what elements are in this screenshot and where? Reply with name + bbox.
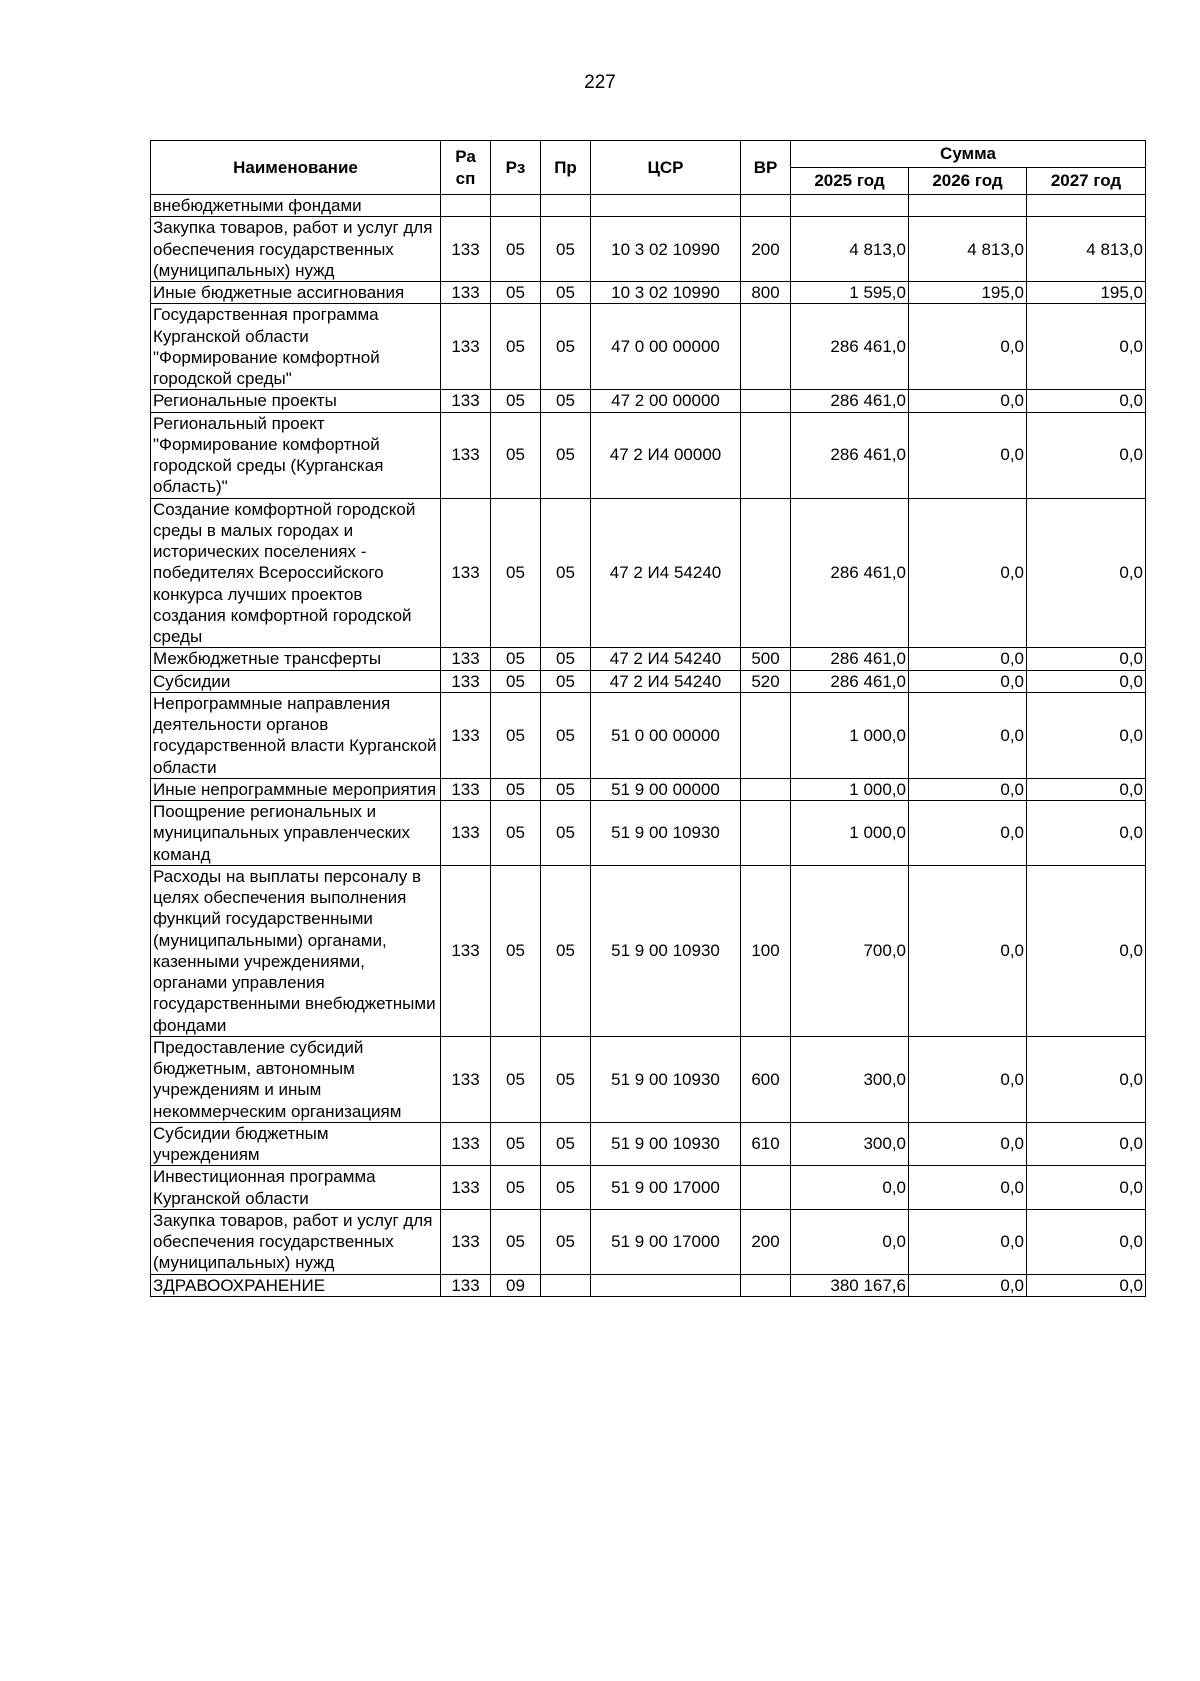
table-row	[151, 692, 1146, 778]
row-2026: 0,0	[909, 304, 1027, 390]
row-2025: 700,0	[791, 865, 909, 1036]
row-pr: 05	[541, 778, 591, 800]
row-2027	[1027, 195, 1146, 217]
row-rasp: 133	[441, 412, 491, 498]
row-name: Расходы на выплаты персоналу в целях обеспечения выполнения функций государственными (муниципальными) органами, казенными учреждениями, органами управления государственными внебюджетными фондами	[151, 865, 441, 1036]
header-csr: ЦСР	[591, 141, 741, 195]
row-2027: 0,0	[1027, 648, 1146, 670]
row-rasp: 133	[441, 1122, 491, 1166]
row-2027: 0,0	[1027, 304, 1146, 390]
row-csr	[591, 1274, 741, 1296]
table-row	[151, 1122, 1146, 1166]
row-2025: 286 461,0	[791, 670, 909, 692]
row-rasp: 133	[441, 1274, 491, 1296]
header-2025: 2025 год	[791, 168, 909, 195]
row-name: Поощрение региональных и муниципальных управленческих команд	[151, 801, 441, 866]
row-rz: 05	[491, 670, 541, 692]
row-2026: 0,0	[909, 778, 1027, 800]
table-body	[151, 195, 1146, 1297]
row-name: Закупка товаров, работ и услуг для обеспечения государственных (муниципальных) нужд	[151, 1209, 441, 1274]
table-row	[151, 304, 1146, 390]
row-2027: 4 813,0	[1027, 217, 1146, 282]
row-name: Региональные проекты	[151, 390, 441, 412]
row-name: Субсидии	[151, 670, 441, 692]
header-rasp: Ра сп	[441, 141, 491, 195]
header-rz: Рз	[491, 141, 541, 195]
row-rz: 05	[491, 390, 541, 412]
row-csr: 51 9 00 17000	[591, 1166, 741, 1210]
row-vr	[741, 304, 791, 390]
row-2027: 0,0	[1027, 801, 1146, 866]
row-2026: 0,0	[909, 1209, 1027, 1274]
row-pr: 05	[541, 1209, 591, 1274]
row-pr	[541, 195, 591, 217]
row-2026: 4 813,0	[909, 217, 1027, 282]
header-pr: Пр	[541, 141, 591, 195]
table-row	[151, 390, 1146, 412]
table-row	[151, 412, 1146, 498]
row-csr: 51 9 00 10930	[591, 865, 741, 1036]
row-pr: 05	[541, 670, 591, 692]
row-name: Инвестиционная программа Курганской области	[151, 1166, 441, 1210]
row-2025: 286 461,0	[791, 648, 909, 670]
row-2027: 0,0	[1027, 692, 1146, 778]
row-csr	[591, 195, 741, 217]
row-vr	[741, 692, 791, 778]
row-pr: 05	[541, 692, 591, 778]
row-2025: 4 813,0	[791, 217, 909, 282]
table-row	[151, 778, 1146, 800]
row-2027: 0,0	[1027, 670, 1146, 692]
header-name: Наименование	[151, 141, 441, 195]
row-2026: 0,0	[909, 1274, 1027, 1296]
table-row	[151, 865, 1146, 1036]
row-rz: 05	[491, 801, 541, 866]
row-name: Региональный проект "Формирование комфортной городской среды (Курганская область)"	[151, 412, 441, 498]
row-vr: 610	[741, 1122, 791, 1166]
row-rasp: 133	[441, 778, 491, 800]
row-2025: 0,0	[791, 1166, 909, 1210]
row-rz: 05	[491, 778, 541, 800]
table-row	[151, 801, 1146, 866]
row-rasp: 133	[441, 670, 491, 692]
row-vr	[741, 498, 791, 648]
row-vr: 100	[741, 865, 791, 1036]
row-vr	[741, 1166, 791, 1210]
row-rz: 05	[491, 498, 541, 648]
row-rz: 05	[491, 217, 541, 282]
row-csr: 47 2 И4 54240	[591, 498, 741, 648]
row-vr	[741, 1274, 791, 1296]
row-rasp	[441, 195, 491, 217]
row-csr: 47 2 И4 00000	[591, 412, 741, 498]
row-name: Предоставление субсидий бюджетным, автономным учреждениям и иным некоммерческим организациям	[151, 1036, 441, 1122]
row-2027: 195,0	[1027, 282, 1146, 304]
row-pr: 05	[541, 1036, 591, 1122]
row-rasp: 133	[441, 648, 491, 670]
row-csr: 10 3 02 10990	[591, 217, 741, 282]
row-rasp: 133	[441, 217, 491, 282]
row-name: Создание комфортной городской среды в малых городах и исторических поселениях - победителях Всероссийского конкурса лучших проектов создания комфортной городской среды	[151, 498, 441, 648]
row-csr: 51 9 00 17000	[591, 1209, 741, 1274]
header-vr: ВР	[741, 141, 791, 195]
row-vr	[741, 195, 791, 217]
table-row	[151, 217, 1146, 282]
row-pr: 05	[541, 217, 591, 282]
row-2025: 0,0	[791, 1209, 909, 1274]
row-rasp: 133	[441, 1209, 491, 1274]
row-2027: 0,0	[1027, 390, 1146, 412]
header-sum: Сумма	[791, 141, 1146, 168]
row-pr: 05	[541, 648, 591, 670]
row-vr: 200	[741, 217, 791, 282]
row-vr: 200	[741, 1209, 791, 1274]
row-csr: 47 0 00 00000	[591, 304, 741, 390]
row-2025: 1 595,0	[791, 282, 909, 304]
row-2027: 0,0	[1027, 1209, 1146, 1274]
row-2025: 286 461,0	[791, 390, 909, 412]
row-2026: 0,0	[909, 1036, 1027, 1122]
row-2026: 0,0	[909, 865, 1027, 1036]
row-rz: 05	[491, 1122, 541, 1166]
row-csr: 47 2 00 00000	[591, 390, 741, 412]
row-2026: 0,0	[909, 670, 1027, 692]
row-2027: 0,0	[1027, 1036, 1146, 1122]
row-pr: 05	[541, 304, 591, 390]
row-name: Государственная программа Курганской области "Формирование комфортной городской среды"	[151, 304, 441, 390]
row-rasp: 133	[441, 1166, 491, 1210]
row-2025: 286 461,0	[791, 498, 909, 648]
row-2027: 0,0	[1027, 498, 1146, 648]
row-name: Межбюджетные трансферты	[151, 648, 441, 670]
row-vr	[741, 801, 791, 866]
row-pr: 05	[541, 1122, 591, 1166]
row-2026: 195,0	[909, 282, 1027, 304]
row-csr: 51 9 00 10930	[591, 1036, 741, 1122]
row-2027: 0,0	[1027, 1122, 1146, 1166]
row-name: Закупка товаров, работ и услуг для обеспечения государственных (муниципальных) нужд	[151, 217, 441, 282]
row-2026: 0,0	[909, 692, 1027, 778]
row-vr: 520	[741, 670, 791, 692]
table-row	[151, 195, 1146, 217]
row-2026: 0,0	[909, 1122, 1027, 1166]
row-rz: 05	[491, 1166, 541, 1210]
header-2026: 2026 год	[909, 168, 1027, 195]
row-rasp: 133	[441, 865, 491, 1036]
row-rz: 09	[491, 1274, 541, 1296]
row-csr: 51 0 00 00000	[591, 692, 741, 778]
table-row	[151, 1036, 1146, 1122]
row-rz: 05	[491, 412, 541, 498]
row-rz: 05	[491, 304, 541, 390]
row-rasp: 133	[441, 801, 491, 866]
row-pr: 05	[541, 801, 591, 866]
row-2025: 380 167,6	[791, 1274, 909, 1296]
row-rasp: 133	[441, 282, 491, 304]
row-vr: 800	[741, 282, 791, 304]
row-rz	[491, 195, 541, 217]
row-name: Непрограммные направления деятельности органов государственной власти Курганской области	[151, 692, 441, 778]
row-2026: 0,0	[909, 390, 1027, 412]
row-csr: 47 2 И4 54240	[591, 648, 741, 670]
table-row	[151, 498, 1146, 648]
row-pr: 05	[541, 498, 591, 648]
row-2027: 0,0	[1027, 412, 1146, 498]
row-pr: 05	[541, 282, 591, 304]
row-rz: 05	[491, 1209, 541, 1274]
row-vr	[741, 412, 791, 498]
page-number: 227	[584, 72, 616, 93]
row-vr	[741, 778, 791, 800]
row-name: ЗДРАВООХРАНЕНИЕ	[151, 1274, 441, 1296]
row-vr: 500	[741, 648, 791, 670]
row-name: Иные непрограммные мероприятия	[151, 778, 441, 800]
row-pr	[541, 1274, 591, 1296]
row-rz: 05	[491, 648, 541, 670]
row-2027: 0,0	[1027, 1166, 1146, 1210]
row-csr: 10 3 02 10990	[591, 282, 741, 304]
table-row	[151, 1209, 1146, 1274]
row-csr: 51 9 00 00000	[591, 778, 741, 800]
row-csr: 51 9 00 10930	[591, 1122, 741, 1166]
row-2027: 0,0	[1027, 778, 1146, 800]
table-row	[151, 1274, 1146, 1296]
row-2026: 0,0	[909, 412, 1027, 498]
row-2027: 0,0	[1027, 1274, 1146, 1296]
row-2026: 0,0	[909, 1166, 1027, 1210]
budget-table	[150, 140, 1146, 1297]
row-2025: 286 461,0	[791, 304, 909, 390]
table-row	[151, 282, 1146, 304]
row-2025: 1 000,0	[791, 778, 909, 800]
row-rz: 05	[491, 282, 541, 304]
table-row	[151, 1166, 1146, 1210]
row-2025: 300,0	[791, 1036, 909, 1122]
row-name: Иные бюджетные ассигнования	[151, 282, 441, 304]
row-2026: 0,0	[909, 801, 1027, 866]
row-2026	[909, 195, 1027, 217]
table-row	[151, 670, 1146, 692]
row-pr: 05	[541, 390, 591, 412]
row-name: внебюджетными фондами	[151, 195, 441, 217]
row-vr: 600	[741, 1036, 791, 1122]
row-2025	[791, 195, 909, 217]
row-rz: 05	[491, 1036, 541, 1122]
header-2027: 2027 год	[1027, 168, 1146, 195]
row-rasp: 133	[441, 692, 491, 778]
row-2025: 1 000,0	[791, 801, 909, 866]
row-pr: 05	[541, 1166, 591, 1210]
row-rasp: 133	[441, 1036, 491, 1122]
row-rz: 05	[491, 692, 541, 778]
row-2025: 300,0	[791, 1122, 909, 1166]
row-rz: 05	[491, 865, 541, 1036]
row-pr: 05	[541, 865, 591, 1036]
row-rasp: 133	[441, 498, 491, 648]
row-2025: 286 461,0	[791, 412, 909, 498]
row-csr: 51 9 00 10930	[591, 801, 741, 866]
row-name: Субсидии бюджетным учреждениям	[151, 1122, 441, 1166]
row-rasp: 133	[441, 304, 491, 390]
row-vr	[741, 390, 791, 412]
row-pr: 05	[541, 412, 591, 498]
table-row	[151, 648, 1146, 670]
row-2027: 0,0	[1027, 865, 1146, 1036]
row-rasp: 133	[441, 390, 491, 412]
row-2026: 0,0	[909, 498, 1027, 648]
row-2026: 0,0	[909, 648, 1027, 670]
row-csr: 47 2 И4 54240	[591, 670, 741, 692]
row-2025: 1 000,0	[791, 692, 909, 778]
